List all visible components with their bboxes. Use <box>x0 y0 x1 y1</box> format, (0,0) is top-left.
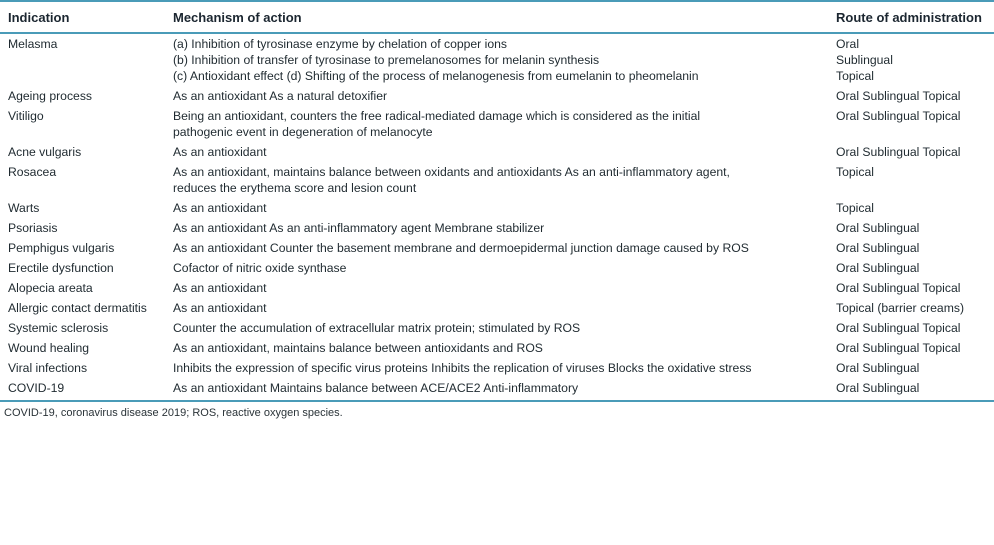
route-line: Oral Sublingual Topical <box>836 281 961 295</box>
mechanism-line: As an antioxidant <box>173 301 267 315</box>
mechanism-line: Cofactor of nitric oxide synthase <box>173 261 347 275</box>
cell-route <box>833 238 994 258</box>
route-line: Topical <box>836 69 874 83</box>
mechanism-line: reduces the erythema score and lesion count <box>173 181 417 195</box>
cell-route <box>833 358 994 378</box>
cell-indication: Pemphigus vulgaris <box>8 241 115 255</box>
table-row <box>0 318 994 338</box>
mechanism-line: As an antioxidant <box>173 145 267 159</box>
table-row <box>0 198 994 218</box>
route-line: Oral Sublingual <box>836 361 920 375</box>
cell-indication: Wound healing <box>8 341 90 355</box>
mechanism-line: As an antioxidant As a natural detoxifier <box>173 89 388 103</box>
table-row <box>0 106 994 142</box>
cell-mechanism <box>173 278 833 298</box>
table-row <box>0 162 994 198</box>
cell-indication: Vitiligo <box>8 109 44 123</box>
route-line: Sublingual <box>836 53 893 67</box>
mechanism-line: Counter the accumulation of extracellular matrix protein; stimulated by ROS <box>173 321 581 335</box>
cell-mechanism <box>173 86 833 106</box>
cell-indication: Ageing process <box>8 89 93 103</box>
mechanism-line: As an antioxidant <box>173 281 267 295</box>
mechanism-line: As an antioxidant Maintains balance between ACE/ACE2 Anti-inflammatory <box>173 381 579 395</box>
cell-indication: COVID-19 <box>8 381 65 395</box>
mechanism-line: Inhibits the expression of specific virus proteins Inhibits the replication of viruses Blocks the oxidative stress <box>173 361 752 375</box>
table-body <box>0 34 994 398</box>
cell-mechanism <box>173 378 833 398</box>
table-row <box>0 258 994 278</box>
mechanism-line: As an antioxidant, maintains balance between antioxidants and ROS <box>173 341 543 355</box>
cell-route <box>833 338 994 358</box>
cell-route <box>833 378 994 398</box>
route-line: Oral Sublingual Topical <box>836 341 961 355</box>
table-row <box>0 218 994 238</box>
cell-indication: Rosacea <box>8 165 57 179</box>
cell-mechanism <box>173 298 833 318</box>
route-line: Topical <box>836 201 874 215</box>
cell-route <box>833 218 994 238</box>
route-line: Oral Sublingual <box>836 221 920 235</box>
table-row <box>0 358 994 378</box>
route-line: Oral Sublingual <box>836 381 920 395</box>
cell-indication: Melasma <box>8 37 58 51</box>
cell-mechanism <box>173 218 833 238</box>
mechanism-line: (c) Antioxidant effect (d) Shifting of the process of melanogenesis from eumelanin to pheomelanin <box>173 69 699 83</box>
cell-indication: Alopecia areata <box>8 281 93 295</box>
cell-mechanism <box>173 258 833 278</box>
header-mechanism: Mechanism of action <box>173 9 302 25</box>
route-line: Oral Sublingual <box>836 241 920 255</box>
header-indication: Indication <box>8 9 70 25</box>
table-row <box>0 338 994 358</box>
cell-route <box>833 106 994 126</box>
route-line: Oral <box>836 37 860 51</box>
table-row <box>0 142 994 162</box>
cell-route <box>833 298 994 318</box>
cell-route <box>833 34 994 86</box>
table-row <box>0 238 994 258</box>
header-route: Route of administration <box>836 9 982 25</box>
mechanism-line: As an antioxidant As an anti-inflammatory agent Membrane stabilizer <box>173 221 545 235</box>
cell-route <box>833 258 994 278</box>
mechanism-line: As an antioxidant, maintains balance between oxidants and antioxidants As an anti-inflammatory agent, <box>173 165 730 179</box>
mechanism-line: As an antioxidant Counter the basement membrane and dermoepidermal junction damage caused by ROS <box>173 241 749 255</box>
cell-mechanism <box>173 198 833 218</box>
cell-route <box>833 278 994 298</box>
cell-indication: Viral infections <box>8 361 88 375</box>
cell-indication: Psoriasis <box>8 221 58 235</box>
table-row <box>0 278 994 298</box>
cell-mechanism <box>173 142 833 162</box>
cell-mechanism <box>173 238 833 258</box>
cell-route <box>833 86 994 106</box>
mechanism-line: Being an antioxidant, counters the free radical-mediated damage which is considered as the initial <box>173 109 701 123</box>
route-line: Oral Sublingual Topical <box>836 321 961 335</box>
route-line: Topical <box>836 165 874 179</box>
route-line: Oral Sublingual Topical <box>836 109 961 123</box>
table-footnote: COVID-19, coronavirus disease 2019; ROS, reactive oxygen species. <box>4 407 343 419</box>
table-row <box>0 378 994 398</box>
cell-route <box>833 142 994 162</box>
cell-indication: Acne vulgaris <box>8 145 82 159</box>
route-line: Oral Sublingual Topical <box>836 89 961 103</box>
table-row <box>0 298 994 318</box>
cell-mechanism <box>173 162 833 198</box>
table-row <box>0 86 994 106</box>
route-line: Oral Sublingual <box>836 261 920 275</box>
table-header <box>0 0 994 34</box>
cell-indication: Allergic contact dermatitis <box>8 301 147 315</box>
cell-route <box>833 162 994 182</box>
cell-mechanism <box>173 318 833 338</box>
cell-mechanism <box>173 34 833 86</box>
mechanism-line: (b) Inhibition of transfer of tyrosinase to premelanosomes for melanin synthesis <box>173 53 600 67</box>
mechanism-line: (a) Inhibition of tyrosinase enzyme by chelation of copper ions <box>173 37 507 51</box>
route-line: Oral Sublingual Topical <box>836 145 961 159</box>
mechanism-line: pathogenic event in degeneration of melanocyte <box>173 125 433 139</box>
cell-route <box>833 198 994 218</box>
table-row <box>0 34 994 86</box>
cell-indication: Warts <box>8 201 40 215</box>
cell-mechanism <box>173 358 833 378</box>
cell-mechanism <box>173 106 833 142</box>
cell-indication: Erectile dysfunction <box>8 261 114 275</box>
cell-indication: Systemic sclerosis <box>8 321 109 335</box>
route-line: Topical (barrier creams) <box>836 301 964 315</box>
cell-route <box>833 318 994 338</box>
cell-mechanism <box>173 338 833 358</box>
mechanism-line: As an antioxidant <box>173 201 267 215</box>
